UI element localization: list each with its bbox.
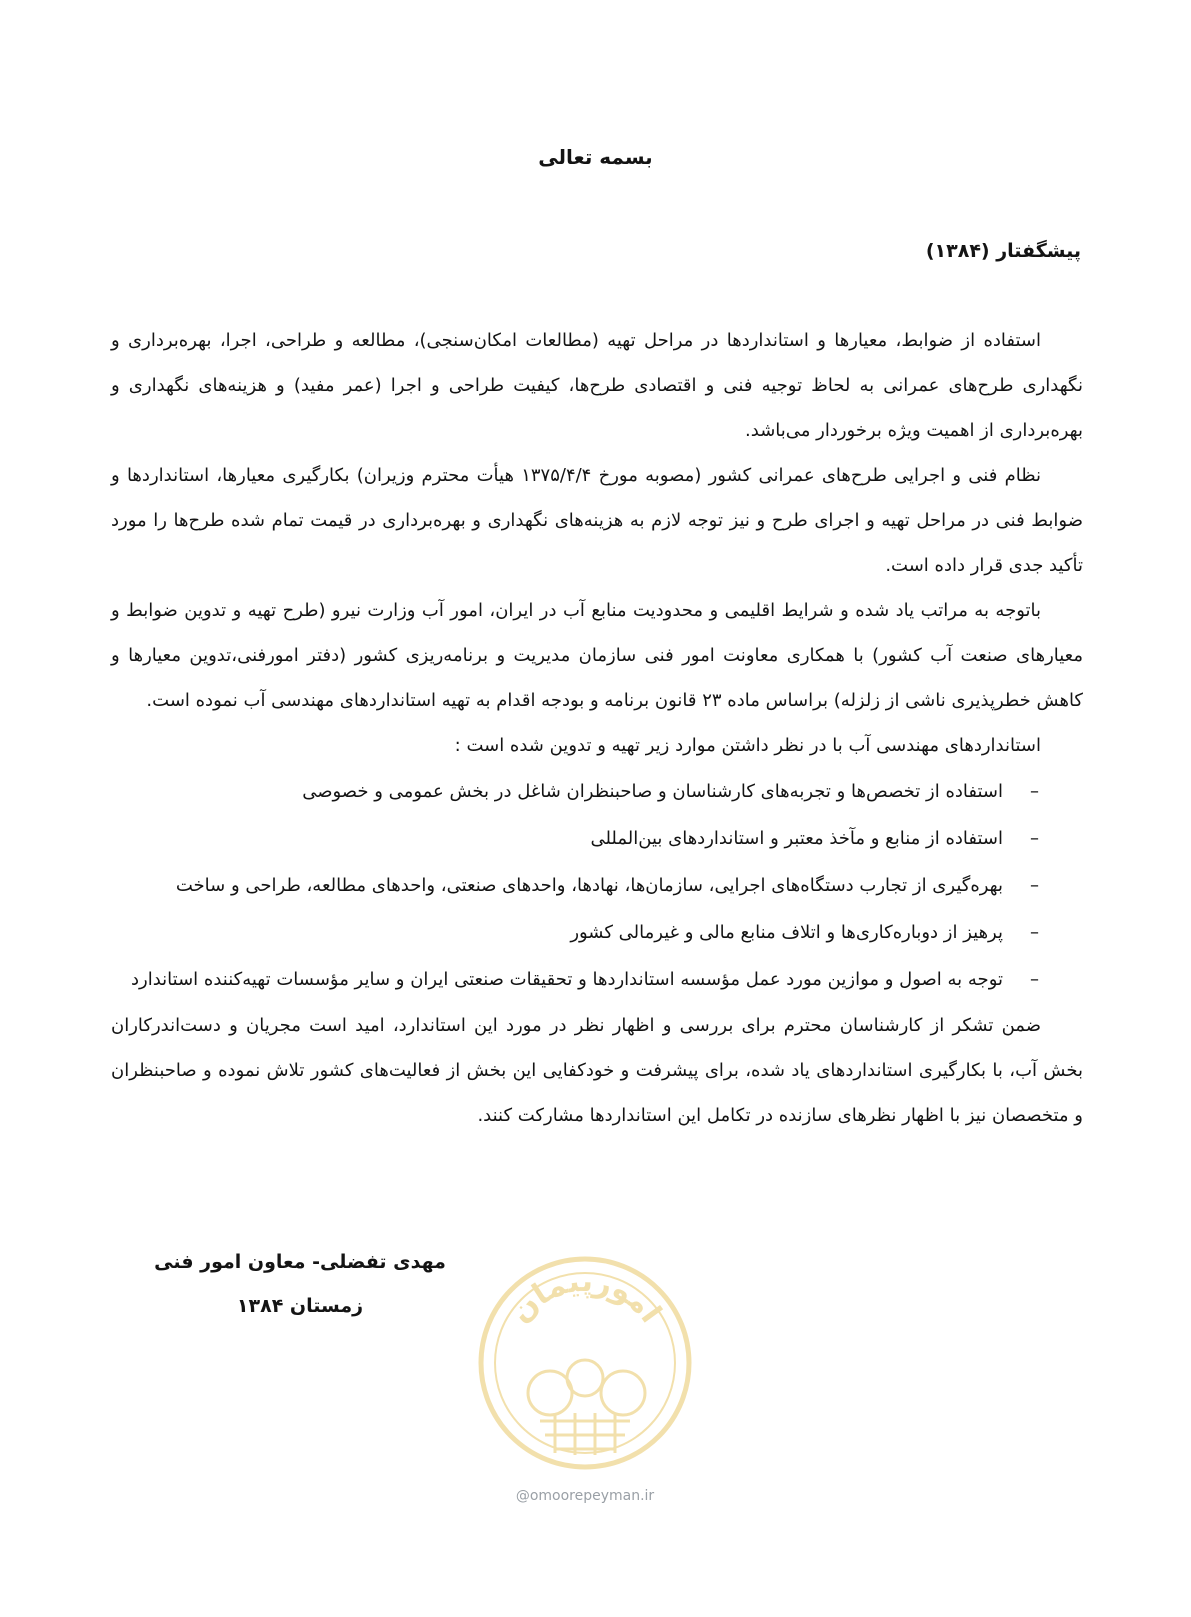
list-item	[111, 956, 1039, 1003]
list-marker: –	[1030, 969, 1039, 990]
list-item-text: استفاده از تخصص‌ها و تجربه‌های کارشناسان و صاحبنظران شاغل در بخش عمومی و خصوصی	[302, 781, 1003, 802]
list-item-text: بهره‌گیری از تجارب دستگاه‌های اجرایی، سازمان‌ها، نهادها، واحدهای صنعتی، واحدهای مطالعه، طراحی و ساخت	[175, 875, 1003, 896]
seal-gears	[528, 1360, 645, 1455]
preface-body	[111, 318, 1083, 1138]
paragraph-2: نظام فنی و اجرایی طرح‌های عمرانی کشور (مصوبه مورخ ۱۳۷۵/۴/۴ هیأت محترم وزیران) بکارگیری معیارها، استانداردها و ضوابط فنی در مراحل تهیه و اجرای طرح و نیز توجه لازم به هزینه‌های نگهداری و بهره‌برداری در قیمت تمام شده طرح‌ها را مورد تأکید جدی قرار داده است.	[111, 465, 1083, 576]
paragraph-4: استانداردهای مهندسی آب با در نظر داشتن موارد زیر تهیه و تدوین شده است :	[454, 735, 1041, 756]
preface-title: پیشگفتار (۱۳۸۴)	[925, 240, 1081, 262]
list-marker: –	[1030, 922, 1039, 943]
list-item-text: پرهیز از دوباره‌کاری‌ها و اتلاف منابع مالی و غیرمالی کشور	[570, 922, 1003, 943]
seal-text-path: امورپیمان	[503, 1263, 669, 1330]
list-marker: –	[1030, 828, 1039, 849]
watermark-seal-icon	[475, 1253, 695, 1473]
list-item-text: استفاده از منابع و مآخذ معتبر و استانداردهای بین‌المللی	[590, 828, 1003, 849]
signature-name: مهدی تفضلی- معاون امور فنی	[154, 1251, 446, 1273]
paragraph-3: باتوجه به مراتب یاد شده و شرایط اقلیمی و محدودیت منابع آب در ایران، امور آب وزارت نیرو (طرح تهیه و تدوین ضوابط و معیارهای صنعت آب کشور) با همکاری معاونت امور فنی سازمان مدیریت و برنامه‌ریزی کشور (دفتر امورفنی،تدوین معیارها و کاهش خطرپذیری ناشی از زلزله) براساس ماده ۲۳ قانون برنامه و بودجه اقدام به تهیه استانداردهای مهندسی آب نموده است.	[111, 600, 1083, 711]
considerations-list	[111, 768, 1083, 1003]
list-marker: –	[1030, 781, 1039, 802]
list-item	[111, 862, 1039, 909]
paragraph-1: استفاده از ضوابط، معیارها و استانداردها در مراحل تهیه (مطالعات امکان‌سنجی)، مطالعه و طراحی، اجرا، بهره‌برداری و نگهداری طرح‌های عمرانی به لحاظ توجیه فنی و اقتصادی طرح‌ها، کیفیت طراحی و اجرا (عمر مفید) و هزینه‌های نگهداری و بهره‌برداری از اهمیت ویژه برخوردار می‌باشد.	[111, 330, 1083, 441]
watermark-url: @omoorepeyman.ir	[515, 1488, 655, 1504]
signature-block	[150, 1240, 450, 1328]
header-title: بسمه تعالی	[538, 145, 653, 169]
list-item	[111, 768, 1039, 815]
list-marker: –	[1030, 875, 1039, 896]
list-item	[111, 909, 1039, 956]
list-item	[111, 815, 1039, 862]
closing-paragraph: ضمن تشکر از کارشناسان محترم برای بررسی و اظهار نظر در مورد این استاندارد، امید است مجریان و دست‌اندرکاران بخش آب، با بکارگیری استانداردهای یاد شده، برای پیشرفت و خودکفایی این بخش از فعالیت‌های کشور تلاش نموده و صاحبنظران و متخصصان نیز با اظهار نظرهای سازنده در تکامل این استانداردها مشارکت کنند.	[111, 1015, 1083, 1126]
signature-date: زمستان ۱۳۸۴	[236, 1295, 364, 1317]
list-item-text: توجه به اصول و موازین مورد عمل مؤسسه استانداردها و تحقیقات صنعتی ایران و سایر مؤسسات تهیه‌کننده استاندارد	[131, 969, 1003, 990]
